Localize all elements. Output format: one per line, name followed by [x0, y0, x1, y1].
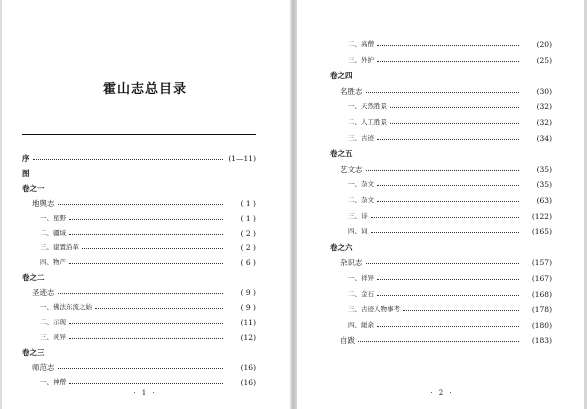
toc-page-reference: (32) [536, 118, 552, 127]
toc-leader-dots [58, 204, 224, 205]
toc-section-entry [340, 85, 552, 98]
toc-page-reference: ( 2 ) [240, 243, 256, 253]
toc-volume-heading [22, 271, 256, 284]
toc-entry-label: 四、物产 [40, 258, 66, 267]
right-toc [297, 0, 587, 409]
toc-subsection-entry [348, 194, 552, 207]
toc-leader-dots [358, 341, 519, 342]
toc-page-reference: ( 9 ) [240, 303, 256, 312]
toc-subsection-entry [348, 178, 552, 191]
toc-entry-label: 二、示现 [40, 317, 66, 326]
toc-leader-dots [403, 310, 519, 311]
toc-entry-label: 三、建置沿革 [40, 243, 79, 252]
toc-leader-dots [69, 234, 223, 235]
toc-subsection-entry [40, 256, 256, 269]
toc-page-reference: (183) [531, 336, 552, 346]
toc-leader-dots [377, 201, 519, 202]
toc-entry-label: 圣迹志 [32, 288, 55, 298]
left-page [0, 0, 290, 409]
toc-volume-heading [22, 182, 256, 195]
toc-page-reference: (157) [531, 258, 552, 268]
toc-leader-dots [377, 295, 519, 296]
toc-section-entry [340, 256, 552, 269]
toc-leader-dots [377, 61, 519, 62]
toc-entry-label: 卷之一 [22, 183, 45, 193]
toc-subsection-entry [40, 316, 256, 329]
right-page-number: · 2 · [430, 389, 454, 397]
toc-entry-label: 二、高僧 [348, 40, 374, 48]
toc-page-reference: (167) [531, 274, 552, 283]
toc-page-reference: ( 2 ) [240, 228, 256, 238]
toc-entry-label: 二、金石 [348, 289, 374, 298]
toc-page-reference: (165) [531, 227, 552, 237]
toc-leader-dots [366, 170, 520, 171]
toc-entry-label: 自跋 [340, 336, 355, 346]
toc-entry-label: 卷之五 [330, 149, 353, 159]
toc-leader-dots [377, 326, 519, 327]
toc-leader-dots [69, 338, 223, 339]
toc-page-reference: ( 9 ) [240, 288, 256, 298]
toc-leader-dots [366, 263, 520, 264]
toc-subsection-entry [40, 301, 256, 314]
toc-leader-dots [58, 293, 224, 294]
toc-entry-label: 二、杂文 [348, 196, 374, 204]
toc-subsection-entry [40, 241, 256, 254]
book-gutter [290, 0, 297, 409]
toc-leader-dots [390, 123, 519, 124]
toc-leader-dots [366, 92, 520, 93]
toc-entry-label: 三、古迹 [348, 133, 374, 142]
toc-page-reference: (168) [531, 289, 552, 299]
toc-leader-dots [82, 248, 223, 249]
toc-leader-dots [371, 232, 520, 233]
toc-subsection-entry [40, 331, 256, 344]
toc-volume-heading [22, 152, 256, 165]
toc-entry-label: 一、星野 [40, 213, 66, 222]
toc-leader-dots [377, 185, 519, 186]
toc-page-reference: (178) [531, 305, 552, 315]
toc-entry-label: 一、祥异 [348, 274, 374, 282]
toc-entry-label: 四、縂余 [348, 320, 374, 329]
toc-subsection-entry [348, 303, 552, 316]
toc-leader-dots [69, 263, 223, 264]
toc-subsection-entry [40, 227, 256, 240]
toc-subsection-entry [348, 38, 552, 51]
toc-page-reference: ( 6 ) [240, 258, 256, 268]
toc-entry-label: 一、神僧 [40, 377, 66, 386]
toc-page-reference: (30) [536, 86, 552, 96]
toc-subsection-entry [348, 210, 552, 223]
toc-page-reference: (25) [536, 55, 552, 65]
toc-section-entry [32, 197, 256, 210]
toc-leader-dots [371, 217, 520, 218]
toc-page-reference: (20) [536, 40, 552, 49]
toc-volume-heading [22, 167, 256, 180]
toc-entry-label: 艺文志 [340, 164, 363, 174]
toc-subsection-entry [348, 132, 552, 145]
toc-title: 霍山志总目录 [102, 82, 187, 97]
toc-volume-heading [330, 147, 552, 160]
toc-subsection-entry [40, 376, 256, 389]
toc-page-reference: (12) [240, 332, 256, 342]
toc-entry-label: 三、外护 [348, 55, 374, 64]
toc-volume-heading [22, 346, 256, 359]
toc-leader-dots [58, 368, 224, 369]
toc-page-reference: (180) [531, 320, 552, 330]
left-toc [0, 0, 290, 409]
toc-leader-dots [33, 159, 224, 160]
toc-page-reference: (32) [536, 102, 552, 112]
toc-subsection-entry [40, 212, 256, 225]
toc-leader-dots [377, 45, 519, 46]
toc-page-reference: (35) [536, 180, 552, 190]
toc-subsection-entry [348, 272, 552, 285]
right-page [297, 0, 587, 409]
toc-entry-label: 二、疆域 [40, 228, 66, 237]
toc-section-entry [340, 163, 552, 176]
toc-section-entry [32, 286, 256, 299]
toc-subsection-entry [348, 225, 552, 238]
toc-subsection-entry [348, 54, 552, 67]
toc-entry-label: 一、天然胜景 [348, 102, 387, 111]
toc-leader-dots [377, 279, 519, 280]
toc-subsection-entry [348, 288, 552, 301]
toc-section-entry [340, 334, 552, 347]
toc-entry-label: 地舆志 [32, 198, 55, 208]
toc-entry-label: 一、杂文 [348, 180, 374, 189]
toc-leader-dots [69, 383, 223, 384]
toc-leader-dots [390, 107, 519, 108]
toc-entry-label: 三、诗 [348, 211, 368, 220]
toc-subsection-entry [348, 319, 552, 332]
toc-entry-label: 卷之四 [330, 71, 353, 81]
toc-page-reference: (16) [240, 362, 256, 372]
toc-entry-label: 卷之二 [22, 273, 45, 283]
toc-subsection-entry [348, 100, 552, 113]
toc-leader-dots [69, 219, 223, 220]
toc-page-reference: (16) [240, 377, 256, 387]
toc-leader-dots [69, 323, 223, 324]
left-page-number: · 1 · [133, 389, 157, 397]
toc-entry-label: 四、词 [348, 227, 368, 236]
toc-entry-label: 二、人工胜景 [348, 118, 387, 126]
toc-page-reference: ( 1 ) [240, 198, 256, 208]
toc-entry-label: 杂识志 [340, 258, 363, 268]
toc-entry-label: 三、灵异 [40, 332, 66, 341]
toc-page-reference: ( 1 ) [240, 213, 256, 223]
toc-volume-heading [330, 69, 552, 82]
toc-page-reference: (122) [531, 211, 552, 221]
toc-section-entry [32, 361, 256, 374]
toc-entry-label: 卷之六 [330, 242, 353, 252]
toc-entry-label: 卷之三 [22, 347, 45, 357]
toc-entry-label: 一、佛法东流之始 [40, 303, 92, 311]
toc-entry-label: 三、古迹人物事考 [348, 305, 400, 314]
toc-entry-label: 名胜志 [340, 86, 363, 96]
toc-page-reference: (1—11) [228, 154, 256, 163]
toc-page-reference: (63) [536, 196, 552, 205]
toc-subsection-entry [348, 116, 552, 129]
toc-entry-label: 师范志 [32, 362, 55, 372]
toc-page-reference: (11) [240, 317, 256, 327]
toc-leader-dots [95, 308, 223, 309]
toc-leader-dots [377, 139, 519, 140]
toc-entry-label: 序 [22, 154, 30, 163]
toc-page-reference: (35) [536, 164, 552, 174]
toc-page-reference: (34) [536, 133, 552, 143]
toc-entry-label: 图 [22, 168, 30, 178]
toc-volume-heading [330, 241, 552, 254]
